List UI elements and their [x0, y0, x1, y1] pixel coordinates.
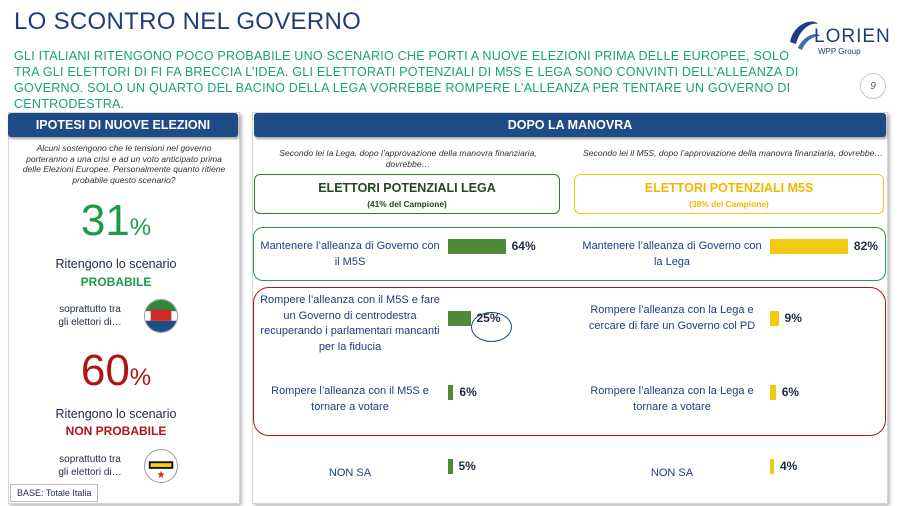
- lega-option-centrodestra: Rompere l’alleanza con il M5S e fare un Governo di centrodestra recuperando i parlamentari mancanti per la fiducia: [260, 294, 440, 353]
- movimento-5-stelle-icon: [144, 449, 178, 483]
- base-note: BASE: Totale Italia: [10, 484, 98, 502]
- lega-bar-label-0: 64%: [511, 239, 536, 253]
- page-subtitle: GLI ITALIANI RITENGONO POCO PROBABILE UNO SCENARIO CHE PORTI A NUOVE ELEZIONI PRIMA DELLE EUROPEE, SOLO TRA GLI ELETTORI DI FI FA BRECCIA L’IDEA. GLI ELETTORATI POTENZIALI DI M5S E LEGA SONO CONVINTI DELL’ALLEANZA DI GOVERNO. SOLO UN QUARTO DEL BACINO DELLA LEGA VORREBBE ROMPERE L’ALLEANZA PER TENTARE UN GOVERNO DI CENTRODESTRA.: [14, 49, 799, 111]
- not-probable-percentage: 60%: [80, 346, 152, 395]
- lega-option-nonsa: NON SA: [328, 467, 372, 479]
- m5s-bar-1: [770, 311, 779, 326]
- lega-bar-2: [448, 385, 453, 400]
- lega-bar-0: [448, 239, 506, 254]
- lega-column-header: ELETTORI POTENZIALI LEGA (41% del Campione): [254, 174, 560, 214]
- m5s-option-nonsa: NON SA: [650, 467, 694, 479]
- probable-percentage: 31%: [80, 196, 152, 245]
- lega-bar-label-2: 6%: [459, 385, 477, 399]
- page-number: 9: [860, 73, 886, 99]
- logo-sub: WPP Group: [818, 47, 861, 56]
- lega-bar-1: [448, 311, 471, 326]
- m5s-bar-3: [770, 459, 774, 474]
- m5s-column-header: ELETTORI POTENZIALI M5S (38% del Campione): [574, 174, 884, 214]
- lorien-logo: [784, 14, 894, 60]
- lega-bar-label-3: 5%: [458, 459, 476, 473]
- m5s-bar-label-0: 82%: [853, 239, 878, 253]
- probable-strong: PROBABILE: [80, 275, 152, 289]
- not-probable-note: soprattutto tra gli elettori di…: [58, 454, 122, 478]
- lega-option-vote: Rompere l’alleanza con il M5S e tornare a votare: [271, 385, 429, 413]
- forza-italia-icon: [144, 299, 178, 333]
- left-header: IPOTESI DI NUOVE ELEZIONI: [8, 113, 238, 137]
- m5s-bar-2: [770, 385, 776, 400]
- left-question: Alcuni sostengono che le tensioni nel governo porteranno a una crisi e ad un voto anticipato prima delle Elezioni Europee. Personalmente quanto ritiene probabile questo scenario?: [22, 143, 226, 185]
- m5s-option-vote: Rompere l’alleanza con la Lega e tornare a votare: [590, 385, 754, 413]
- page-title: LO SCONTRO NEL GOVERNO: [14, 8, 362, 35]
- not-probable-strong: NON PROBABILE: [65, 424, 167, 438]
- lega-bar-label-1: 25%: [476, 311, 501, 325]
- m5s-bar-label-1: 9%: [784, 311, 802, 325]
- lega-option-keep: Mantenere l’alleanza di Governo con il M5S: [260, 240, 440, 268]
- m5s-bar-label-3: 4%: [780, 459, 798, 473]
- not-probable-label: Ritengono lo scenario: [55, 407, 177, 421]
- m5s-option-keep: Mantenere l’alleanza di Governo con la Lega: [582, 240, 762, 268]
- logo-name: LORIEN: [814, 26, 891, 47]
- lega-bar-3: [448, 459, 453, 474]
- m5s-question: Secondo lei il M5S, dopo l’approvazione della manovra finanziaria, dovrebbe…: [582, 148, 883, 158]
- probable-label: Ritengono lo scenario: [55, 257, 177, 271]
- probable-note: soprattutto tra gli elettori di…: [58, 304, 122, 328]
- m5s-bar-label-2: 6%: [781, 385, 800, 399]
- m5s-bar-0: [770, 239, 848, 254]
- right-header: DOPO LA MANOVRA: [254, 113, 886, 137]
- m5s-option-pd: Rompere l’alleanza con la Lega e cercare di fare un Governo col PD: [588, 304, 756, 332]
- lega-question: Secondo lei la Lega, dopo l’approvazione della manovra finanziaria, dovrebbe…: [279, 148, 537, 169]
